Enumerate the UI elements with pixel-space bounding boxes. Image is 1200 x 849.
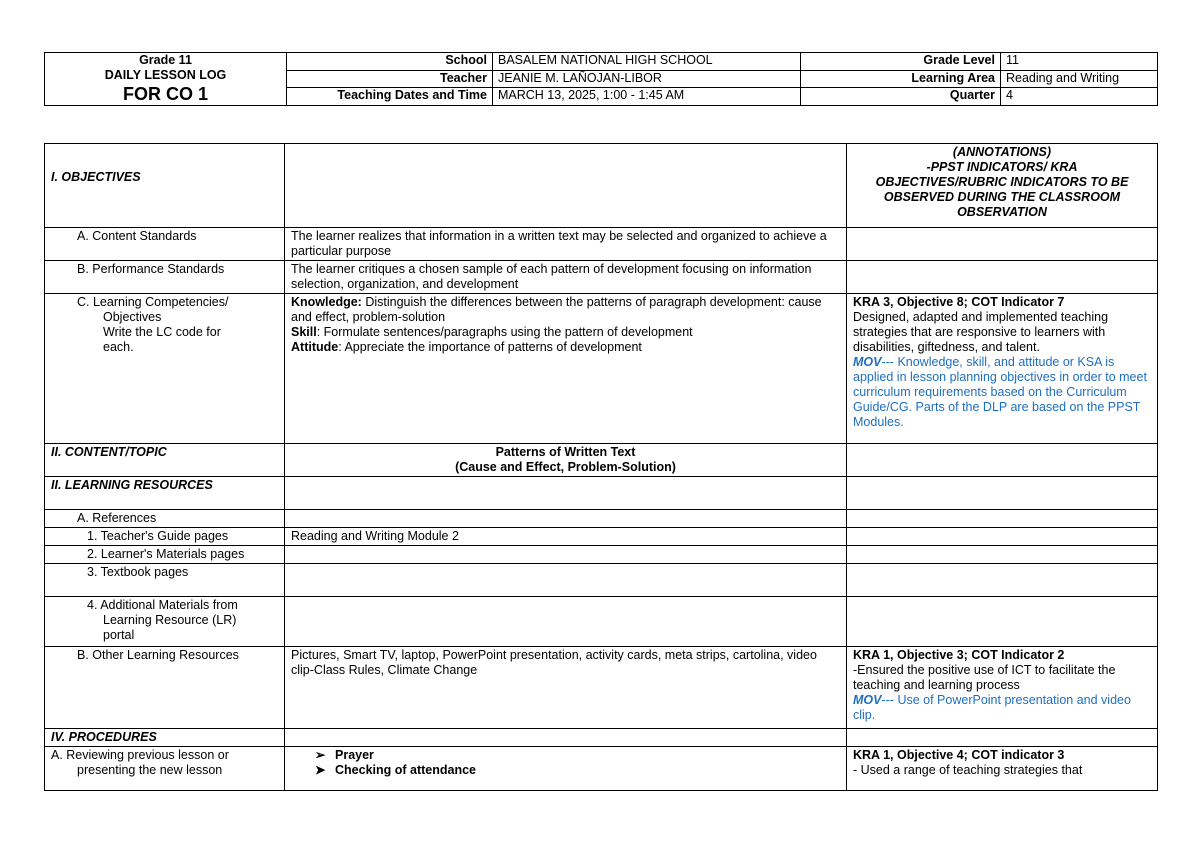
annotation-empty xyxy=(847,597,1158,647)
reviewing-line: A. Reviewing previous lesson or xyxy=(51,748,229,762)
teachers-guide-row xyxy=(45,528,1158,546)
lc-label-line: each. xyxy=(103,340,134,354)
lc-label-line: Write the LC code for xyxy=(103,325,221,339)
annotation-empty xyxy=(847,510,1158,528)
mov-label: MOV xyxy=(853,693,882,707)
topic-line: Patterns of Written Text xyxy=(495,445,636,459)
learners-materials-label: 2. Learner's Materials pages xyxy=(45,546,285,564)
textbook-label: 3. Textbook pages xyxy=(45,564,285,597)
annotations-header xyxy=(847,144,1158,228)
procedures-title: IV. PROCEDURES xyxy=(45,729,285,747)
reviewing-label xyxy=(45,747,285,791)
additional-line: Learning Resource (LR) xyxy=(103,613,237,627)
school-value: BASALEM NATIONAL HIGH SCHOOL xyxy=(493,53,801,71)
knowledge-value: Distinguish the differences between the patterns of paragraph development: cause and effect, problem-solution xyxy=(291,295,822,324)
attitude-label: Attitude xyxy=(291,340,339,354)
arrow-outline-icon: ➢ xyxy=(315,748,326,762)
learners-materials-row xyxy=(45,546,1158,564)
lesson-log-table xyxy=(44,143,1158,791)
annotation-empty xyxy=(847,261,1158,294)
annotations-line: OBSERVED DURING THE CLASSROOM xyxy=(883,190,1121,204)
grade-level-value: 11 xyxy=(1001,53,1158,71)
resources-annotation xyxy=(847,647,1158,729)
learning-resources-row xyxy=(45,477,1158,510)
reviewing-row xyxy=(45,747,1158,791)
teacher-value: JEANIE M. LAÑOJAN-LIBOR xyxy=(493,70,801,88)
attitude-value: : Appreciate the importance of patterns of development xyxy=(338,340,642,354)
performance-standards-label: B. Performance Standards xyxy=(45,261,285,294)
learning-area-value: Reading and Writing xyxy=(1001,70,1158,88)
bullet-text: Checking of attendance xyxy=(335,763,476,777)
annotation-empty xyxy=(847,444,1158,477)
content-topic-title: II. CONTENT/TOPIC xyxy=(45,444,285,477)
kra-title: KRA 1, Objective 4; COT indicator 3 xyxy=(853,748,1065,762)
skill-value: : Formulate sentences/paragraphs using the pattern of development xyxy=(316,325,693,339)
annotation-empty xyxy=(847,564,1158,597)
resources-empty xyxy=(285,477,847,510)
dates-label: Teaching Dates and Time xyxy=(287,88,493,106)
bullet-text: Prayer xyxy=(335,748,374,762)
annotations-line: OBSERVATION xyxy=(957,205,1047,219)
grade-title: Grade 11 xyxy=(139,53,192,67)
school-label: School xyxy=(287,53,493,71)
textbook-empty xyxy=(285,564,847,597)
mov-label: MOV xyxy=(853,355,882,369)
other-resources-row xyxy=(45,647,1158,729)
additional-materials-empty xyxy=(285,597,847,647)
objectives-annotation xyxy=(847,294,1158,444)
objectives-empty xyxy=(285,144,847,228)
annotations-line: -PPST INDICATORS/ KRA xyxy=(926,160,1078,174)
co-title: FOR CO 1 xyxy=(122,84,208,104)
objectives-row xyxy=(45,144,1158,228)
additional-line: 4. Additional Materials from xyxy=(87,598,238,612)
annotation-empty xyxy=(847,477,1158,510)
annotation-empty xyxy=(847,546,1158,564)
references-label: A. References xyxy=(45,510,285,528)
content-standards-row xyxy=(45,228,1158,261)
learning-competencies-value xyxy=(285,294,847,444)
textbook-row xyxy=(45,564,1158,597)
teachers-guide-label: 1. Teacher's Guide pages xyxy=(45,528,285,546)
learners-materials-empty xyxy=(285,546,847,564)
skill-label: Skill xyxy=(291,325,317,339)
procedures-annotation xyxy=(847,747,1158,791)
quarter-label: Quarter xyxy=(801,88,1001,106)
procedures-empty xyxy=(285,729,847,747)
content-standards-value: The learner realizes that information in a written text may be selected and organized to achieve a particular purpose xyxy=(285,228,847,261)
mov-text: --- Knowledge, skill, and attitude or KSA is applied in lesson planning objectives in order to meet curriculum requirements based on the Curriculum Guide/CG. Parts of the DLP are based on the PPST Modules. xyxy=(853,355,1147,429)
bullet-prayer xyxy=(291,748,840,763)
content-topic-value xyxy=(285,444,847,477)
teacher-label: Teacher xyxy=(287,70,493,88)
dates-value: MARCH 13, 2025, 1:00 - 1:45 AM xyxy=(493,88,801,106)
lc-label-line: Objectives xyxy=(103,310,162,324)
teachers-guide-value: Reading and Writing Module 2 xyxy=(285,528,847,546)
kra-text: Designed, adapted and implemented teaching strategies that are responsive to learners with disabilities, giftedness, and talent. xyxy=(853,310,1109,354)
performance-standards-value: The learner critiques a chosen sample of each pattern of development focusing on information selection, organization, and development xyxy=(285,261,847,294)
topic-line: (Cause and Effect, Problem-Solution) xyxy=(455,460,676,474)
learning-area-label: Learning Area xyxy=(801,70,1001,88)
reviewing-value xyxy=(285,747,847,791)
annotation-empty xyxy=(847,528,1158,546)
lc-label-line: C. Learning Competencies/ xyxy=(77,295,229,309)
additional-line: portal xyxy=(103,628,135,642)
additional-materials-label xyxy=(45,597,285,647)
kra-title: KRA 3, Objective 8; COT Indicator 7 xyxy=(853,295,1065,309)
annotations-line: OBJECTIVES/RUBRIC INDICATORS TO BE xyxy=(875,175,1129,189)
objectives-title: I. OBJECTIVES xyxy=(45,144,285,228)
additional-materials-row xyxy=(45,597,1158,647)
content-topic-row xyxy=(45,444,1158,477)
references-empty xyxy=(285,510,847,528)
annotation-empty xyxy=(847,228,1158,261)
content-standards-label: A. Content Standards xyxy=(45,228,285,261)
performance-standards-row xyxy=(45,261,1158,294)
references-row xyxy=(45,510,1158,528)
kra-text: - Used a range of teaching strategies that xyxy=(853,763,1083,777)
other-resources-value: Pictures, Smart TV, laptop, PowerPoint presentation, activity cards, meta strips, cartolina, video clip-Class Rules, Climate Change xyxy=(285,647,847,729)
log-title: DAILY LESSON LOG xyxy=(104,68,227,82)
mov-text: --- Use of PowerPoint presentation and video clip. xyxy=(853,693,1131,722)
annotation-empty xyxy=(847,729,1158,747)
bullet-attendance xyxy=(291,763,840,778)
kra-title: KRA 1, Objective 3; COT Indicator 2 xyxy=(853,648,1065,662)
grade-level-label: Grade Level xyxy=(801,53,1001,71)
kra-text: -Ensured the positive use of ICT to facilitate the teaching and learning process xyxy=(853,663,1116,692)
header-table xyxy=(44,52,1158,106)
quarter-value: 4 xyxy=(1001,88,1158,106)
other-resources-label: B. Other Learning Resources xyxy=(45,647,285,729)
reviewing-line: presenting the new lesson xyxy=(77,763,223,777)
arrow-filled-icon: ➤ xyxy=(315,763,326,777)
learning-resources-title: II. LEARNING RESOURCES xyxy=(45,477,285,510)
knowledge-label: Knowledge: xyxy=(291,295,362,309)
learning-competencies-row xyxy=(45,294,1158,444)
annotations-line: (ANNOTATIONS) xyxy=(952,145,1052,159)
learning-competencies-label xyxy=(45,294,285,444)
header-title-cell xyxy=(45,53,287,106)
procedures-row xyxy=(45,729,1158,747)
